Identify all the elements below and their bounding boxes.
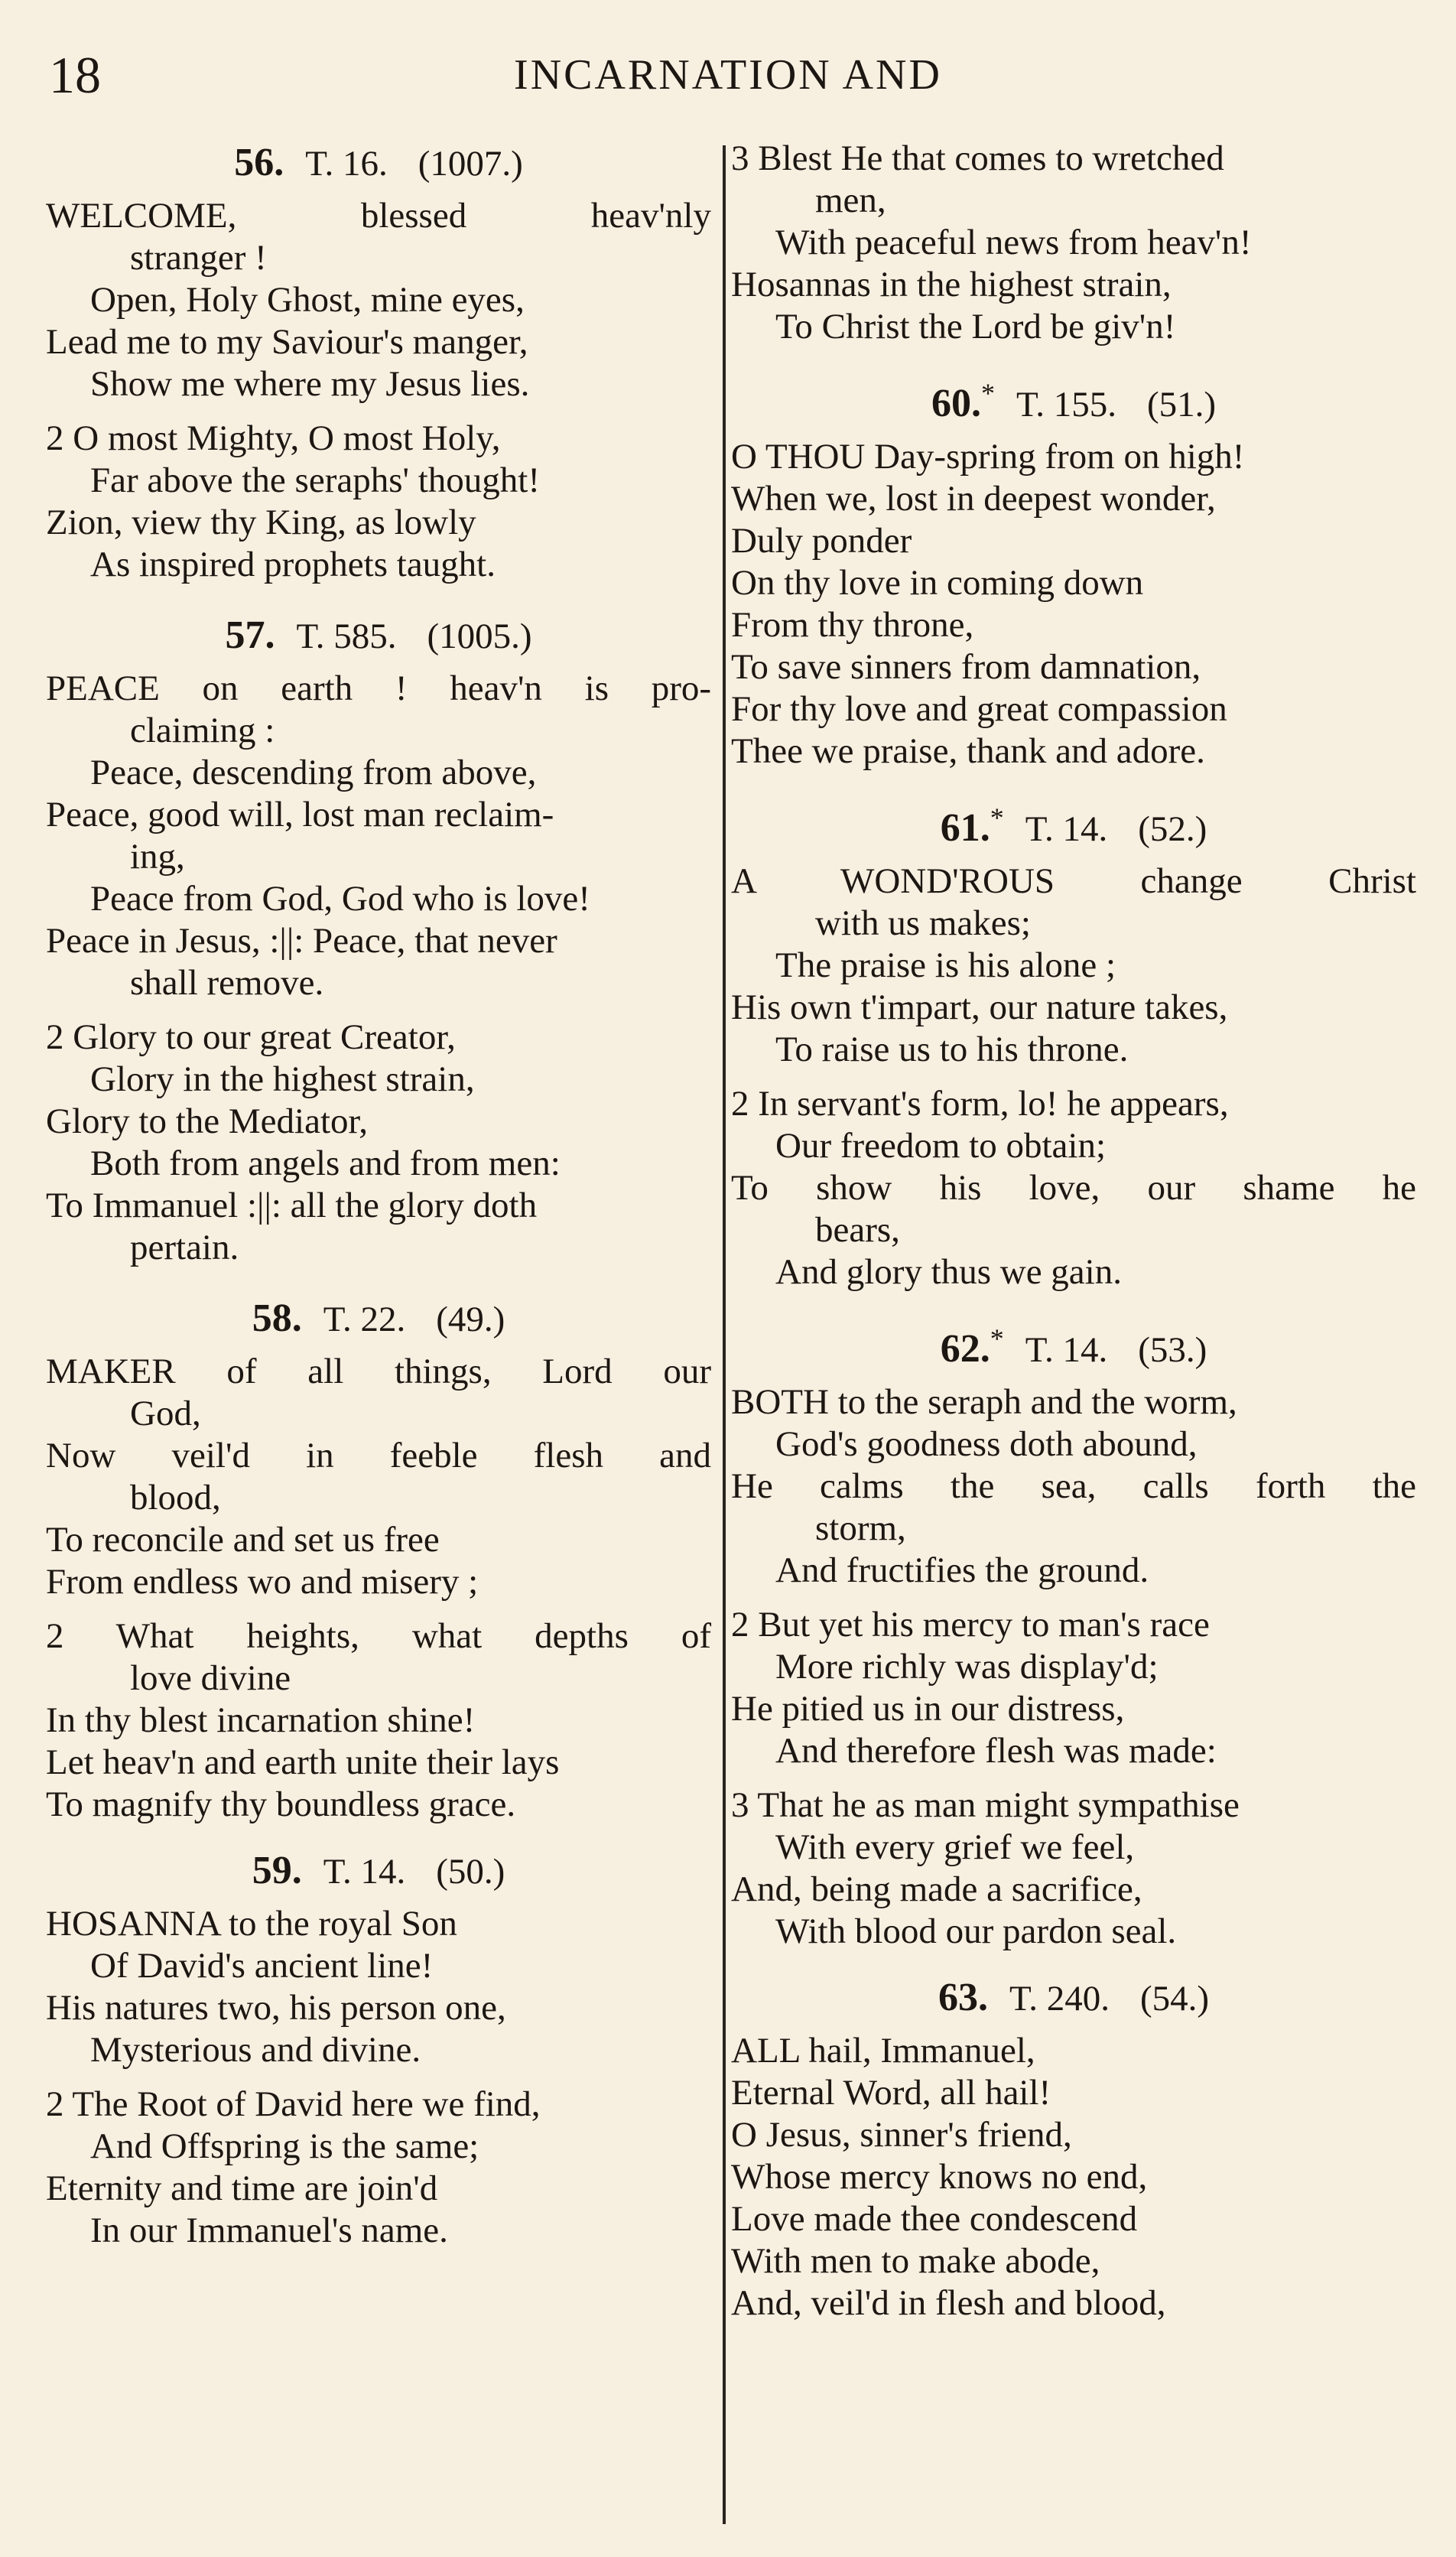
verse-line: bears,	[815, 1210, 900, 1250]
verse-line: PEACE on earth ! heav'n is pro-	[46, 669, 711, 708]
verse-line: As inspired prophets taught.	[90, 545, 496, 584]
left-column	[46, 138, 711, 2264]
verse-line: Duly ponder	[731, 521, 912, 561]
page-number: 18	[49, 46, 101, 104]
verse-line: with us makes;	[815, 903, 1031, 943]
verse-line: God's goodness doth abound,	[775, 1424, 1198, 1464]
verse-line: 2 Glory to our great Creator,	[46, 1017, 456, 1057]
verse-line: Show me where my Jesus lies.	[90, 364, 530, 404]
hymn-number: 59.	[252, 1849, 302, 1892]
verse-line: And Offspring is the same;	[90, 2126, 479, 2166]
verse-line: pertain.	[130, 1228, 239, 1267]
hymn-reference: (50.)	[436, 1852, 505, 1892]
verse-line: More richly was display'd;	[775, 1647, 1159, 1687]
verse-line: Far above the seraphs' thought!	[90, 460, 540, 500]
verse-line: With peaceful news from heav'n!	[775, 223, 1252, 262]
right-column	[731, 138, 1416, 2337]
verse-line: Eternity and time are join'd	[46, 2168, 438, 2208]
verse-line: And therefore flesh was made:	[775, 1731, 1217, 1771]
verse-line: On thy love in coming down	[731, 563, 1144, 603]
verse-line: For thy love and great compassion	[731, 689, 1227, 729]
verse	[731, 138, 1416, 348]
hymn-reference: (53.)	[1138, 1330, 1207, 1370]
hymn-asterisk: *	[990, 802, 1004, 833]
verse-line: Both from angels and from men:	[90, 1143, 561, 1183]
verse-line: BOTH to the seraph and the worm,	[731, 1382, 1237, 1422]
verse-line: Glory in the highest strain,	[90, 1059, 475, 1099]
verse-line: Of David's ancient line!	[90, 1946, 434, 1986]
verse	[731, 2030, 1416, 2324]
hymn-heading	[46, 138, 711, 189]
hymn-number: 62.	[940, 1327, 990, 1371]
verse	[46, 195, 711, 405]
verse-line: When we, lost in deepest wonder,	[731, 479, 1216, 519]
verse	[731, 1381, 1416, 1592]
hymn-heading	[731, 1313, 1416, 1375]
verse-line: Whose mercy knows no end,	[731, 2157, 1148, 2197]
hymn-heading	[731, 792, 1416, 854]
verse-line: ALL hail, Immanuel,	[731, 2031, 1035, 2071]
verse-line: With every grief we feel,	[775, 1827, 1135, 1867]
hymn-number: 61.	[940, 806, 990, 850]
verse-line: men,	[815, 181, 886, 220]
verse-line: And fructifies the ground.	[775, 1550, 1149, 1590]
verse-line: To raise us to his throne.	[775, 1030, 1129, 1069]
verse-line: A WOND'ROUS change Christ	[731, 861, 1416, 901]
running-title: INCARNATION AND	[514, 51, 942, 99]
hymn-tune: T. 22.	[323, 1300, 406, 1339]
hymn	[46, 138, 711, 586]
hymn-number: 60.	[931, 382, 981, 425]
verse-line: From endless wo and misery ;	[46, 1562, 479, 1602]
hymn-number: 57.	[225, 613, 275, 657]
verse-line: Let heav'n and earth unite their lays	[46, 1742, 560, 1782]
hymn-tune: T. 585.	[296, 616, 397, 656]
hymn-tune: T. 16.	[305, 144, 388, 184]
hymn	[46, 1846, 711, 2252]
verse-line: In thy blest incarnation shine!	[46, 1700, 476, 1740]
verse-line: He pitied us in our distress,	[731, 1689, 1125, 1729]
verse-line: God,	[130, 1394, 201, 1433]
hymn	[731, 1973, 1416, 2324]
column-divider	[723, 145, 726, 2524]
verse-line: 2 What heights, what depths of	[46, 1616, 711, 1656]
verse-line: shall remove.	[130, 963, 324, 1003]
verse-line: Our freedom to obtain;	[775, 1126, 1107, 1166]
verse	[46, 1615, 711, 1826]
verse-line: 2 The Root of David here we find,	[46, 2084, 541, 2124]
verse-line: And, being made a sacrifice,	[731, 1869, 1142, 1909]
hymn-number: 56.	[234, 141, 284, 184]
hymn	[731, 368, 1416, 773]
hymn-tune: T. 14.	[1025, 809, 1108, 849]
verse-line: 2 In servant's form, lo! he appears,	[731, 1084, 1229, 1124]
verse-line: ing,	[130, 837, 185, 877]
hymn-reference: (54.)	[1139, 1979, 1210, 2019]
verse-line: In our Immanuel's name.	[90, 2211, 448, 2250]
hymn-tune: T. 240.	[1009, 1979, 1110, 2019]
hymn-heading	[46, 1846, 711, 1897]
verse-line: From thy throne,	[731, 605, 974, 645]
verse-line: O THOU Day-spring from on high!	[731, 437, 1245, 477]
hymn-reference: (1007.)	[418, 144, 523, 184]
verse-line: O Jesus, sinner's friend,	[731, 2115, 1072, 2155]
hymn-reference: (51.)	[1146, 385, 1217, 425]
verse-line: Peace, good will, lost man reclaim-	[46, 795, 554, 834]
verse-line: To magnify thy boundless grace.	[46, 1784, 516, 1824]
hymn	[46, 610, 711, 1269]
verse-line: And, veil'd in flesh and blood,	[731, 2283, 1166, 2323]
hymn-heading	[46, 610, 711, 662]
hymn-tune: T. 14.	[1025, 1330, 1108, 1370]
verse	[46, 1017, 711, 1269]
verse-line: Hosannas in the highest strain,	[731, 265, 1172, 304]
hymn	[731, 792, 1416, 1293]
verse-line: Thee we praise, thank and adore.	[731, 731, 1205, 771]
hymn	[46, 1293, 711, 1826]
verse-line: The praise is his alone ;	[775, 945, 1116, 985]
hymn-heading	[46, 1293, 711, 1345]
verse-line: With men to make abode,	[731, 2241, 1100, 2281]
verse-line: To Christ the Lord be giv'n!	[775, 307, 1176, 346]
verse-line: stranger !	[130, 238, 267, 278]
hymn-reference: (52.)	[1138, 809, 1207, 849]
verse-line: WELCOME, blessed heav'nly	[46, 196, 711, 236]
verse-line: Glory to the Mediator,	[46, 1101, 369, 1141]
verse-line: He calms the sea, calls forth the	[731, 1466, 1416, 1506]
verse	[46, 668, 711, 1004]
verse-line: His natures two, his person one,	[46, 1988, 506, 2028]
hymn-reference: (1005.)	[427, 616, 532, 656]
verse	[46, 418, 711, 586]
verse-line: Mysterious and divine.	[90, 2030, 421, 2070]
verse	[731, 436, 1416, 773]
verse-line: 2 O most Mighty, O most Holy,	[46, 418, 501, 458]
hymn-tune: T. 14.	[323, 1852, 406, 1892]
verse	[731, 1784, 1416, 1953]
hymn-heading	[731, 1973, 1416, 2024]
hymn-reference: (49.)	[436, 1300, 505, 1339]
verse-line: Lead me to my Saviour's manger,	[46, 322, 528, 362]
verse-line: To Immanuel :||: all the glory doth	[46, 1186, 538, 1225]
hymn-asterisk: *	[980, 378, 995, 408]
hymn-heading	[731, 368, 1416, 430]
verse-line: To save sinners from damnation,	[731, 647, 1201, 687]
verse	[731, 1604, 1416, 1772]
hymn	[731, 138, 1416, 348]
verse	[731, 1083, 1416, 1293]
verse-line: To show his love, our shame he	[731, 1168, 1416, 1208]
verse	[46, 1351, 711, 1603]
verse	[46, 2084, 711, 2252]
verse-line: To reconcile and set us free	[46, 1520, 440, 1560]
hymn-number: 58.	[252, 1296, 302, 1340]
verse-line: claiming :	[130, 711, 275, 750]
verse-line: Open, Holy Ghost, mine eyes,	[90, 280, 525, 320]
hymn-tune: T. 155.	[1016, 385, 1116, 425]
hymn-number: 63.	[938, 1976, 988, 2019]
verse	[46, 1903, 711, 2071]
verse-line: MAKER of all things, Lord our	[46, 1352, 711, 1391]
verse-line: love divine	[130, 1658, 291, 1698]
verse-line: Love made thee condescend	[731, 2199, 1138, 2239]
verse-line: Peace in Jesus, :||: Peace, that never	[46, 921, 557, 961]
verse-line: 3 Blest He that comes to wretched	[731, 138, 1224, 178]
hymn	[731, 1313, 1416, 1953]
verse-line: Peace, descending from above,	[90, 753, 537, 792]
verse-line: 3 That he as man might sympathise	[731, 1785, 1240, 1825]
verse-line: With blood our pardon seal.	[775, 1911, 1177, 1951]
verse-line: HOSANNA to the royal Son	[46, 1904, 457, 1944]
hymn-asterisk: *	[990, 1323, 1004, 1354]
verse-line: Now veil'd in feeble flesh and	[46, 1436, 711, 1475]
verse-line: Peace from God, God who is love!	[90, 879, 590, 919]
verse-line: And glory thus we gain.	[775, 1252, 1122, 1292]
verse-line: 2 But yet his mercy to man's race	[731, 1605, 1210, 1644]
verse-line: storm,	[815, 1508, 906, 1548]
verse-line: blood,	[130, 1478, 221, 1518]
verse-line: His own t'impart, our nature takes,	[731, 987, 1228, 1027]
verse-line: Zion, view thy King, as lowly	[46, 503, 476, 542]
verse-line: Eternal Word, all hail!	[731, 2073, 1051, 2113]
verse	[731, 860, 1416, 1071]
